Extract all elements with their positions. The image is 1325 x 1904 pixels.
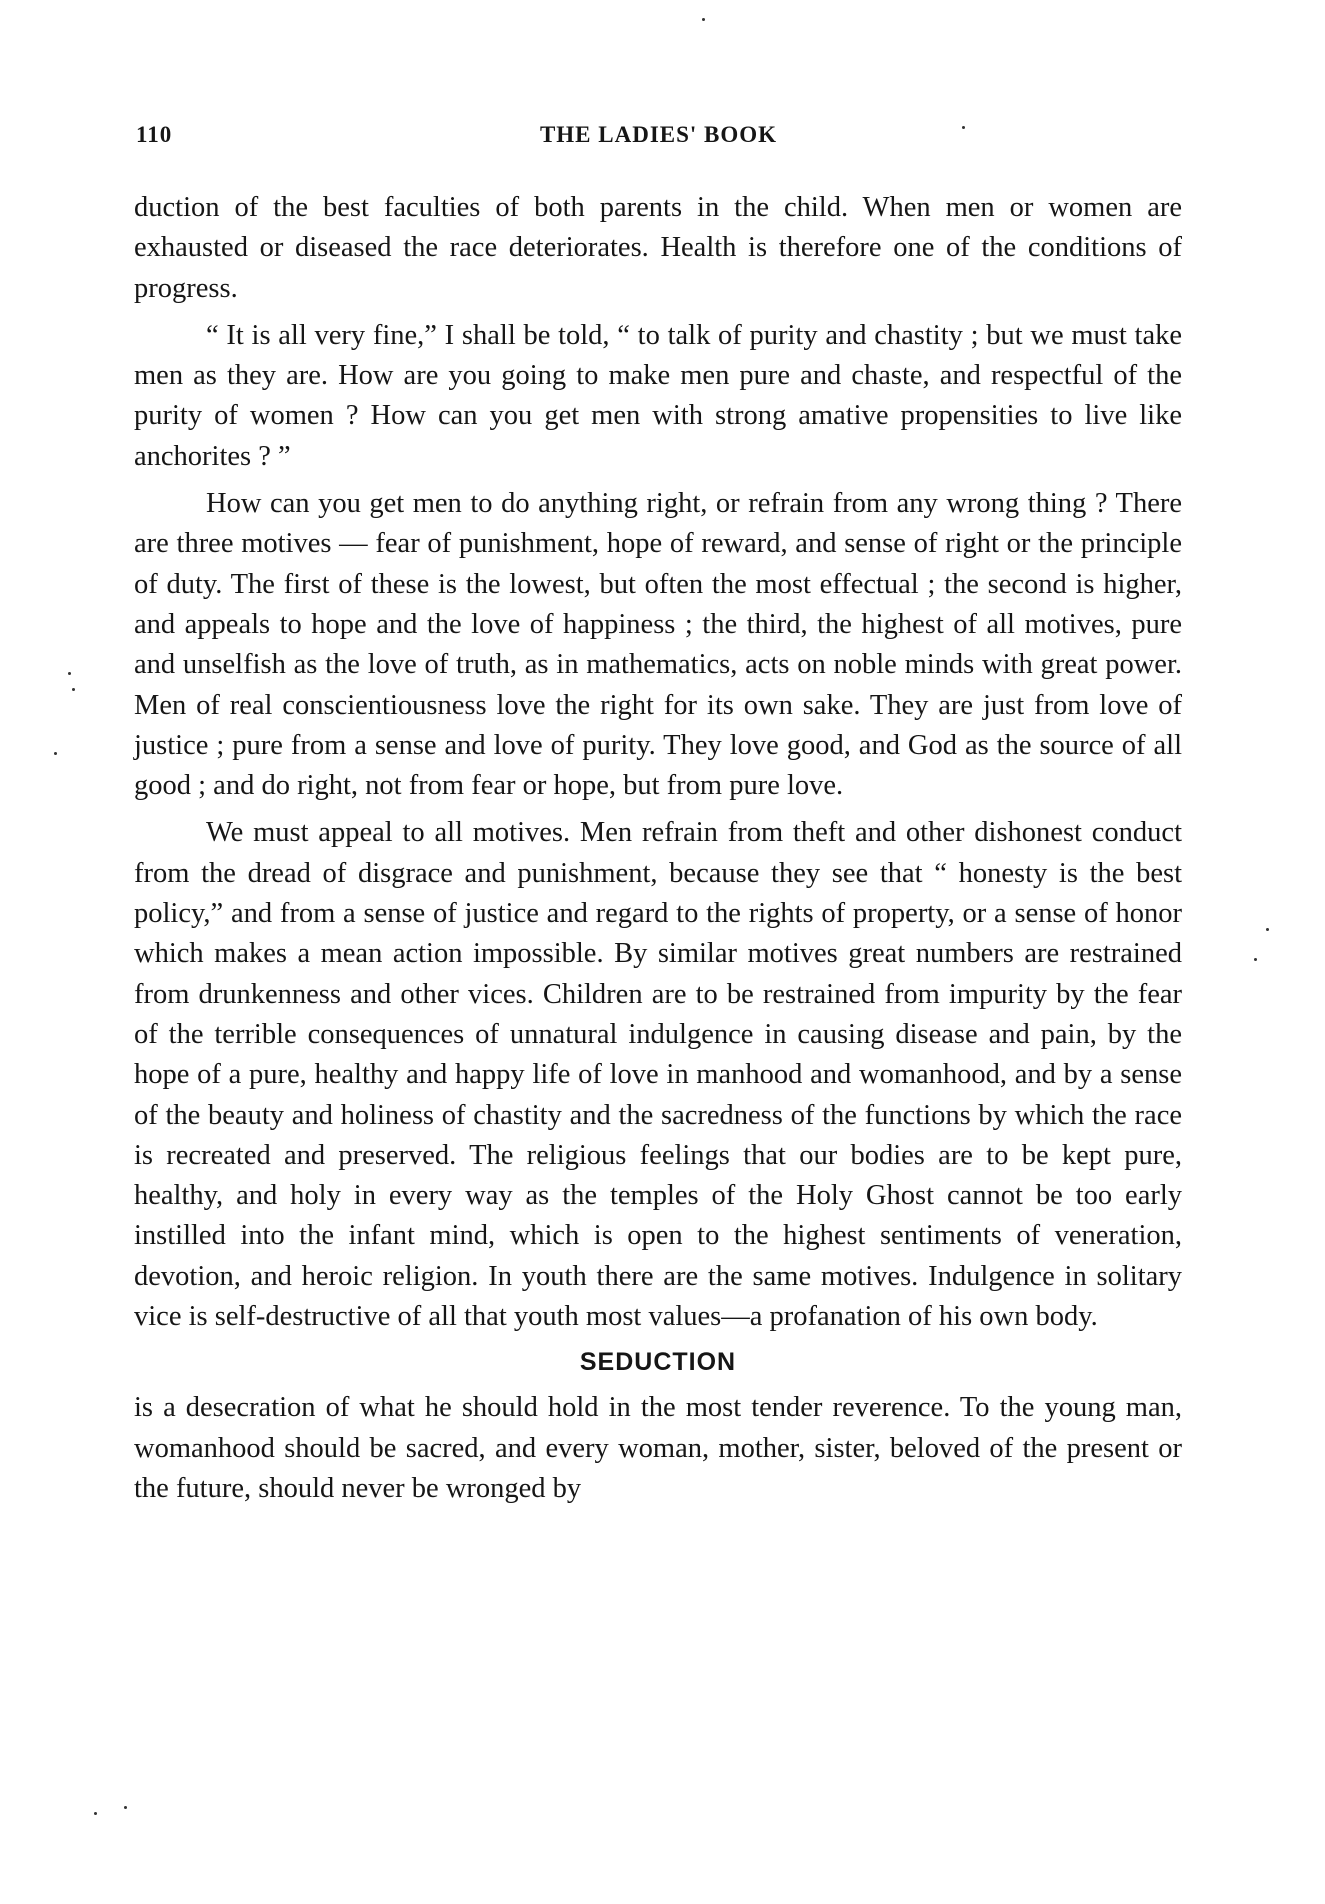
paragraph-3: How can you get men to do anything right, or refrain from any wrong thing ? There are three motives — fear of punishment, hope of reward, and sense of right or the principle of duty. The first of these is the lowest, but often the most effectual ; the second is higher, and appeals to hope and the love of happiness ; the third, the highest of all motives, pure and unselfish as the love of truth, as in mathematics, acts on noble minds with great power. Men of real conscientiousness love the right for its own sake. They are just from love of justice ; pure from a sense and love of purity. They love good, and God as the source of all good ; and do right, not from fear or hope, but from pure love.: [134, 488, 1182, 802]
page-number: 110: [136, 122, 173, 147]
paragraph-1: duction of the best faculties of both parents in the child. When men or women are exhausted or diseased the race deteriorates. Health is therefore one of the conditions of progress.: [134, 192, 1182, 304]
closing-paragraph: is a desecration of what he should hold in the most tender reverence. To the young man, womanhood should be sacred, and every woman, mother, sister, beloved of the present or the future, should never be wronged by: [134, 1392, 1182, 1504]
scan-speck: [702, 18, 705, 21]
scan-speck: [124, 1806, 127, 1809]
scan-speck: [68, 672, 71, 675]
page-header: [136, 122, 1181, 156]
paragraph-4: We must appeal to all motives. Men refrain from theft and other dishonest conduct from the dread of disgrace and punishment, because they see that “ honesty is the best policy,” and from a sense of justice and regard to the rights of property, or a sense of honor which makes a mean action impossible. By similar motives great numbers are restrained from drunkenness and other vices. Children are to be restrained from impurity by the fear of the terrible consequences of unnatural indulgence in causing disease and pain, by the hope of a pure, healthy and happy life of love in manhood and womanhood, and by a sense of the beauty and holiness of chastity and the sacredness of the functions by which the race is recreated and preserved. The religious feelings that our bodies are to be kept pure, healthy, and holy in every way as the temples of the Holy Ghost cannot be too early instilled into the infant mind, which is open to the highest sentiments of veneration, devotion, and heroic religion. In youth there are the same motives. Indulgence in solitary vice is self-destructive of all that youth most values—a profanation of his own body.: [134, 817, 1182, 1333]
scan-speck: [1266, 928, 1269, 931]
body-text: [134, 188, 1182, 1516]
scan-speck: [54, 752, 57, 755]
scan-speck: [1254, 958, 1257, 961]
scan-speck: [962, 126, 965, 129]
section-heading: SEDUCTION: [579, 1348, 737, 1377]
scan-speck: [94, 1812, 97, 1815]
scan-speck: [72, 688, 75, 691]
paragraph-2: “ It is all very fine,” I shall be told, “ to talk of purity and chastity ; but we must take men as they are. How are you going to make men pure and chaste, and respectful of the purity of women ? How can you get men with strong amative propensities to live like anchorites ? ”: [134, 319, 1182, 472]
running-title: THE LADIES' BOOK: [539, 122, 778, 147]
